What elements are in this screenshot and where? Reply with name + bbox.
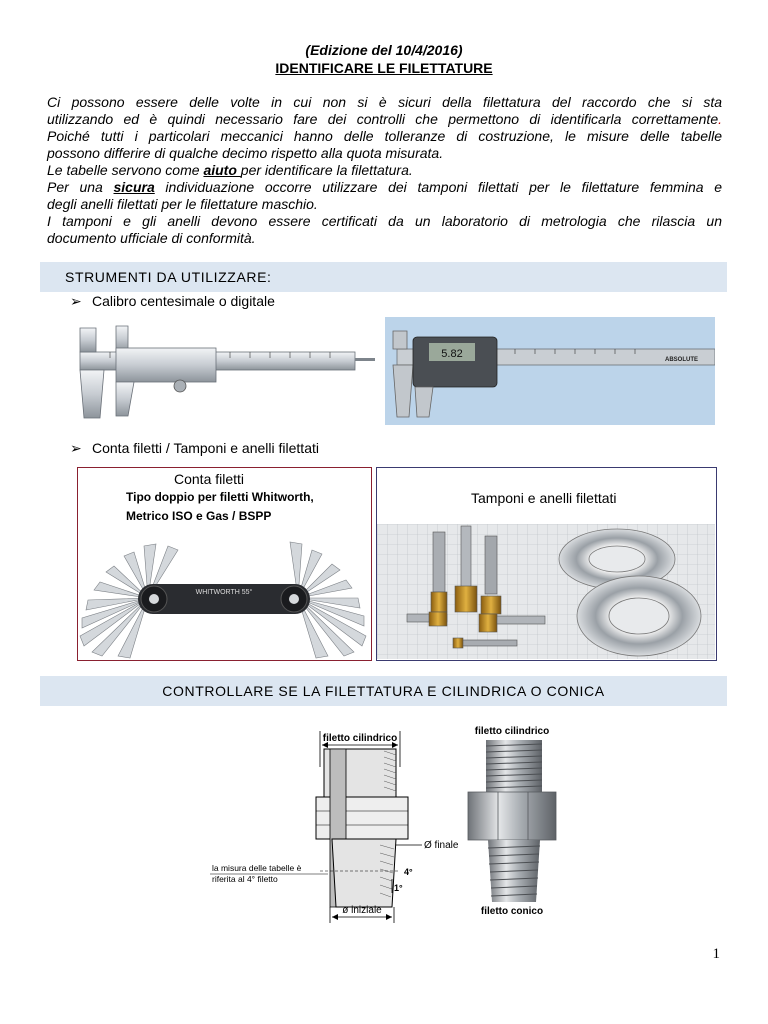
intro-text: Per una (47, 179, 114, 195)
diagram-label-4deg: 4° (404, 867, 413, 877)
intro-text: per identificare la filettatura. (240, 162, 413, 178)
section-heading-cilindrica-conica: CONTROLLARE SE LA FILETTATURA E CILINDRICA O CONICA (40, 676, 727, 706)
diagram-label-1deg: 1° (394, 883, 403, 893)
digital-caliper-image (385, 317, 715, 425)
emphasis-aiuto: aiuto (203, 162, 241, 178)
section-heading-strumenti: STRUMENTI DA UTILIZZARE: (40, 262, 727, 292)
emphasis-sicura: sicura (113, 179, 155, 195)
intro-line: I tamponi e gli anelli devono essere certificati da un laboratorio di metrologia che rilascia un (47, 213, 722, 229)
bullet-calibro (70, 293, 275, 310)
intro-text: individuazione occorre utilizzare dei tamponi filettati per le filettature femmina e (154, 179, 722, 195)
intro-paragraph (47, 94, 722, 247)
thread-diagram (200, 727, 462, 925)
photo-label-cilindrico: filetto cilindrico (474, 726, 550, 737)
conta-filetti-sub2: Metrico ISO e Gas / BSPP (126, 509, 272, 523)
page-title: IDENTIFICARE LE FILETTATURE (275, 60, 493, 76)
tamponi-anelli-title: Tamponi e anelli filettati (471, 490, 617, 506)
diagram-note-line2: riferita al 4° filetto (212, 874, 278, 884)
thread-gauge-label: WHITWORTH 55° (195, 589, 253, 596)
bullet-text: Conta filetti / Tamponi e anelli filettati (92, 440, 319, 456)
intro-line: documento ufficiale di conformità. (47, 230, 256, 246)
digital-display-readout: 5.82 (441, 348, 463, 360)
intro-line: degli anelli filettati per le filettature maschio. (47, 196, 318, 212)
vernier-caliper-image (70, 322, 380, 422)
intro-line (47, 179, 722, 196)
tamponi-anelli-photo-icon (377, 524, 715, 659)
conta-filetti-panel (77, 467, 372, 661)
bullet-text: Calibro centesimale o digitale (92, 293, 275, 309)
intro-line (47, 111, 722, 128)
intro-line (47, 162, 722, 179)
intro-line: Poiché tutti i particolari meccanici hanno delle tolleranze di costruzione, le misure delle tabelle (47, 128, 722, 144)
arrow-bullet-icon: ➢ (70, 440, 82, 456)
arrow-bullet-icon: ➢ (70, 293, 82, 309)
intro-text: utilizzando ed è quindi necessario fare dei controlli che permettono di identificarla correttamente (47, 111, 719, 127)
intro-line: Ci possono essere delle volte in cui non si è sicuri della filettatura del raccordo che si sta (47, 94, 722, 110)
thread-gauge-icon (78, 528, 370, 659)
conta-filetti-title: Conta filetti (174, 471, 245, 487)
intro-line: possono differire di qualche decimo rispetto alla quota misurata. (47, 145, 444, 161)
vernier-caliper-icon (70, 322, 380, 422)
fitting-photo (462, 722, 562, 922)
conta-filetti-sub1: Tipo doppio per filetti Whitworth, (126, 490, 314, 504)
bullet-conta-filetti (70, 440, 319, 457)
diagram-note-line1: la misura delle tabelle è (212, 863, 302, 873)
intro-red-dot: . (718, 111, 722, 127)
hex-fitting-icon (462, 722, 562, 922)
tamponi-anelli-panel (376, 467, 717, 661)
intro-text: Le tabelle servono come (47, 162, 204, 178)
edition-date: (Edizione del 10/4/2016) (305, 42, 463, 58)
photo-label-conico: filetto conico (480, 906, 544, 917)
diagram-label-finale: Ø finale (424, 840, 459, 851)
digital-caliper-brand: ABSOLUTE (665, 357, 698, 363)
diagram-label-iniziale: ø iniziale (342, 905, 382, 916)
diagram-label-cilindrico: filetto cilindrico (322, 733, 398, 744)
digital-caliper-icon (385, 317, 715, 425)
page-number: 1 (712, 946, 720, 962)
fitting-cross-section-icon (200, 727, 462, 925)
